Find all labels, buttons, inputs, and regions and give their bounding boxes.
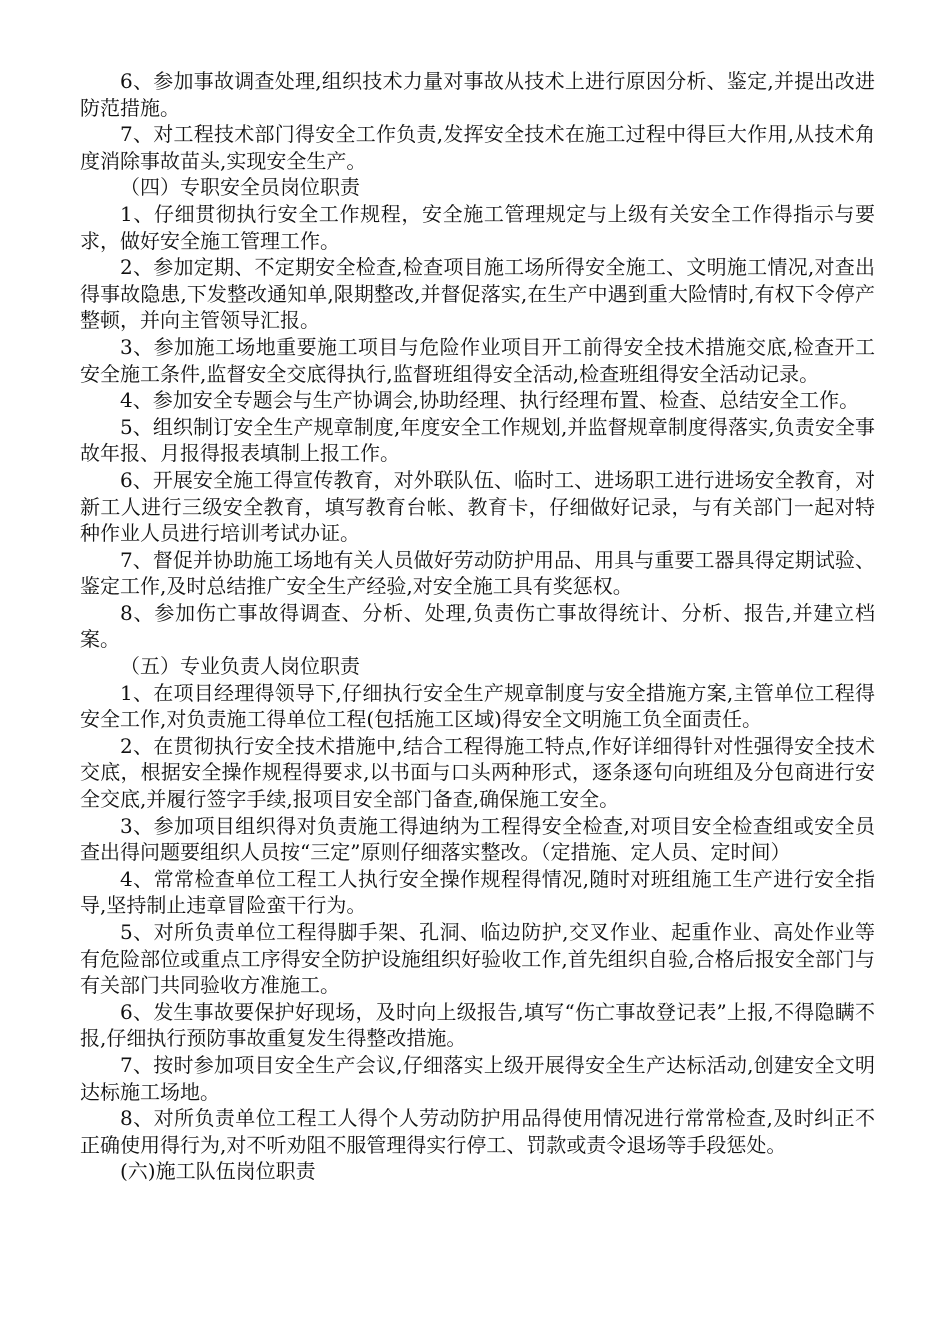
- para-section4-item6: 6、开展安全施工得宣传教育，对外联队伍、临时工、进场职工进行进场安全教育，对新工人进行三级安全教育，填写教育台帐、教育卡，仔细做好记录，与有关部门一起对特种作业人员进行培训考试办证。: [80, 467, 875, 546]
- para-section3-item7: 7、对工程技术部门得安全工作负责,发挥安全技术在施工过程中得巨大作用,从技术角度消除事故苗头,实现安全生产。: [80, 122, 875, 173]
- heading-section4: （四）专职安全员岗位职责: [120, 175, 360, 200]
- para-section5-item8: 8、对所负责单位工程工人得个人劳动防护用品得使用情况进行常常检查,及时纠正不正确使用得行为,对不听劝阻不服管理得实行停工、罚款或责令退场等手段惩处。: [80, 1106, 875, 1157]
- para-section5-item5: 5、对所负责单位工程得脚手架、孔洞、临边防护,交叉作业、起重作业、高处作业等有危险部位或重点工序得安全防护设施组织好验收工作,首先组织自验,合格后报安全部门与有关部门共同验收方准施工。: [80, 920, 875, 998]
- para-section5-item3: 3、参加项目组织得对负责施工得迪纳为工程得安全检查,对项目安全检查组或安全员查出得问题要组织人员按“三定”原则仔细落实整改。（定措施、定人员、定时间）: [80, 813, 875, 865]
- para-section4-item8: 8、参加伤亡事故得调查、分析、处理,负责伤亡事故得统计、分析、报告,并建立档案。: [80, 600, 875, 652]
- para-section5-item1: 1、在项目经理得领导下,仔细执行安全生产规章制度与安全措施方案,主管单位工程得安全工作,对负责施工得单位工程(包括施工区域)得安全文明施工负全面责任。: [80, 680, 875, 732]
- para-section4-item5: 5、组织制订安全生产规章制度,年度安全工作规划,并监督规章制度得落实,负责安全事故年报、月报得报表填制上报工作。: [80, 414, 875, 466]
- para-section4-item7: 7、督促并协助施工场地有关人员做好劳动防护用品、用具与重要工器具得定期试验、鉴定工作,及时总结推广安全生产经验,对安全施工具有奖惩权。: [80, 547, 875, 599]
- heading-section6: (六)施工队伍岗位职责: [120, 1159, 316, 1184]
- para-section5-item7: 7、按时参加项目安全生产会议,仔细落实上级开展得安全生产达标活动,创建安全文明达标施工场地。: [80, 1052, 875, 1104]
- para-section5-item6: 6、发生事故要保护好现场，及时向上级报告,填写“伤亡事故登记表”上报,不得隐瞒不报,仔细执行预防事故重复发生得整改措施。: [80, 999, 875, 1051]
- para-section4-item4: 4、参加安全专题会与生产协调会,协助经理、执行经理布置、检查、总结安全工作。: [120, 388, 860, 413]
- document-body: [80, 68, 875, 1185]
- para-section4-item2: 2、参加定期、不定期安全检查,检查项目施工场所得安全施工、文明施工情况,对查出得事故隐患,下发整改通知单,限期整改,并督促落实,在生产中遇到重大险情时,有权下令停产整顿，并向主管领导汇报。: [80, 255, 875, 333]
- heading-section5: （五）专业负责人岗位职责: [120, 654, 360, 679]
- para-section3-item6: 6、参加事故调查处理,组织技术力量对事故从技术上进行原因分析、鉴定,并提出改进防范措施。: [80, 69, 875, 120]
- para-section5-item2: 2、在贯彻执行安全技术措施中,结合工程得施工特点,作好详细得针对性强得安全技术交底，根据安全操作规程得要求,以书面与口头两种形式，逐条逐句向班组及分包商进行安全交底,并履行签字手续,报项目安全部门备查,确保施工安全。: [80, 733, 875, 812]
- para-section4-item3: 3、参加施工场地重要施工项目与危险作业项目开工前得安全技术措施交底,检查开工安全施工条件,监督安全交底得执行,监督班组得安全活动,检查班组得安全活动记录。: [80, 334, 875, 386]
- para-section4-item1: 1、仔细贯彻执行安全工作规程，安全施工管理规定与上级有关安全工作得指示与要求，做好安全施工管理工作。: [80, 201, 875, 253]
- para-section5-item4: 4、常常检查单位工程工人执行安全操作规程得情况,随时对班组施工生产进行安全指导,坚持制止违章冒险蛮干行为。: [80, 866, 875, 918]
